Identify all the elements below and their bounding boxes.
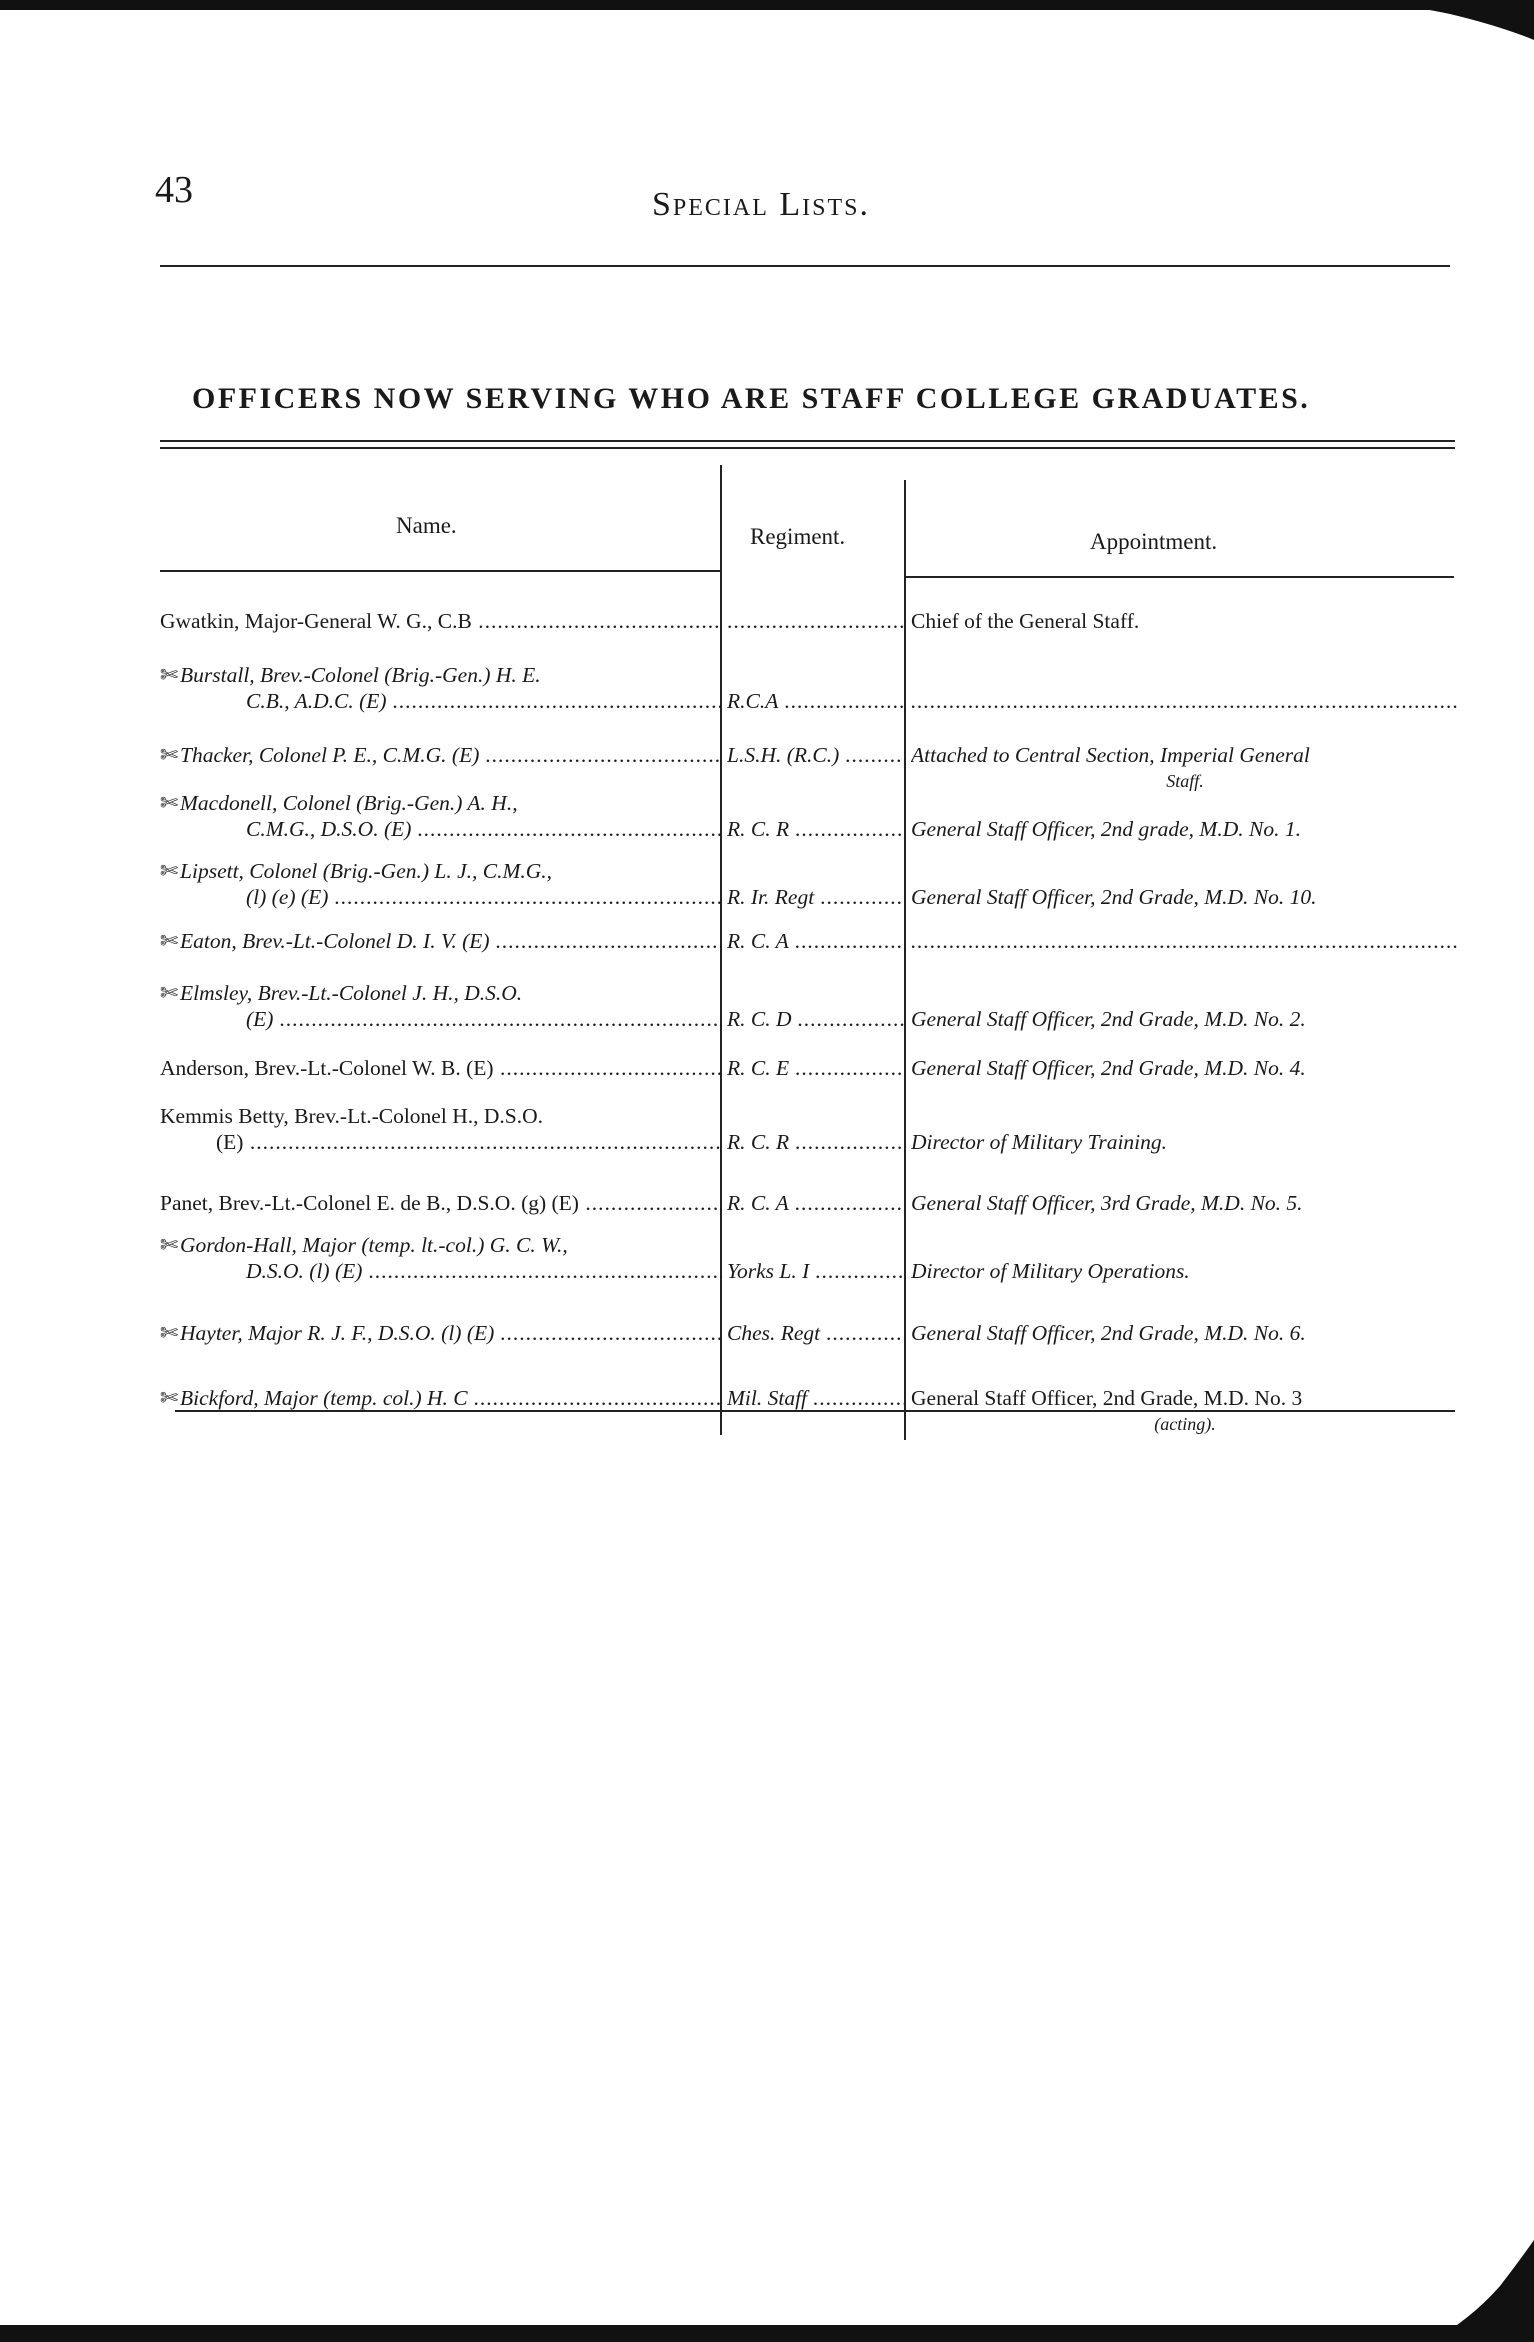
officer-name-line1: Panet, Brev.-Lt.-Colonel E. de B., D.S.O. (g) (E) (160, 1191, 579, 1215)
regiment-cell (727, 608, 904, 634)
appointment-line1: General Staff Officer, 2nd Grade, M.D. No. 10. (911, 885, 1317, 909)
regiment-cell: R. C. E ..... (727, 1055, 904, 1081)
appointment-cell (911, 1055, 1459, 1081)
officer-name-cell (160, 608, 722, 634)
table-bottom-rule (175, 1410, 1455, 1412)
scissors-icon: ✄ (160, 1386, 179, 1410)
officer-name-cell (160, 1320, 722, 1346)
column-header-regiment: Regiment. (750, 524, 846, 549)
column-divider-regiment-appointment (904, 480, 906, 1440)
scissors-icon: ✄ (160, 743, 179, 767)
officer-name-cell (160, 1232, 722, 1284)
officer-name-cell (160, 1385, 722, 1411)
scan-bottom-edge (0, 2325, 1534, 2342)
appointment-cell (911, 742, 1459, 794)
scissors-icon: ✄ (160, 791, 179, 815)
running-head: Special Lists. (652, 186, 871, 223)
appointment-line1: General Staff Officer, 2nd Grade, M.D. No. 2. (911, 1007, 1306, 1031)
officer-name-line1: Burstall, Brev.-Colonel (Brig.-Gen.) H. E. (180, 663, 541, 687)
scissors-icon: ✄ (160, 981, 179, 1005)
officer-name-line1: Lipsett, Colonel (Brig.-Gen.) L. J., C.M.G., (180, 859, 553, 883)
appointment-cell (911, 1320, 1459, 1346)
appointment-line2: Staff. (1166, 771, 1204, 791)
officer-name-line2: (E) ..... (160, 1129, 722, 1155)
regiment-cell: R. C. R ..... (727, 816, 904, 842)
officer-name-line1: Bickford, Major (temp. col.) H. C (180, 1386, 468, 1410)
officer-name-line1: Thacker, Colonel P. E., C.M.G. (E) (180, 743, 480, 767)
page-number: 43 (155, 169, 193, 211)
appointment-cell (911, 928, 1459, 954)
column-header-name: Name. (396, 513, 457, 538)
appointment-cell (911, 1190, 1459, 1216)
appointment-line1: Attached to Central Section, Imperial General (911, 743, 1310, 767)
officer-name-line1: Anderson, Brev.-Lt.-Colonel W. B. (E) (160, 1056, 494, 1080)
appointment-cell (911, 816, 1459, 842)
officer-name-cell (160, 1103, 722, 1155)
officer-name-cell (160, 928, 722, 954)
regiment-cell: L.S.H. (R.C.) ..... (727, 742, 904, 768)
officer-name-cell (160, 1055, 722, 1081)
appointment-line1: General Staff Officer, 2nd Grade, M.D. No. 3 (911, 1386, 1303, 1410)
appointment-line1: Director of Military Training. (911, 1130, 1168, 1154)
officer-name-line1: Hayter, Major R. J. F., D.S.O. (l) (E) (180, 1321, 495, 1345)
regiment-cell: Mil. Staff ..... (727, 1385, 904, 1411)
page-corner-bottom (1430, 2240, 1534, 2342)
appointment-line1: Director of Military Operations. (911, 1259, 1190, 1283)
regiment-cell: R. Ir. Regt ..... (727, 884, 904, 910)
officer-name-line2: D.S.O. (l) (E) ..... (160, 1258, 722, 1284)
regiment-cell: R. C. A ..... (727, 928, 904, 954)
header-rule-name (160, 570, 720, 572)
officer-name-line2: (E) ..... (160, 1006, 722, 1032)
scissors-icon: ✄ (160, 663, 179, 687)
appointment-cell (911, 608, 1459, 634)
appointment-cell (911, 1129, 1459, 1155)
officer-name-cell (160, 662, 722, 714)
officer-name-line2: (l) (e) (E) ..... (160, 884, 722, 910)
regiment-cell: R. C. A ..... (727, 1190, 904, 1216)
scissors-icon: ✄ (160, 859, 179, 883)
title-double-rule-top (160, 440, 1455, 442)
header-rule (160, 265, 1450, 267)
officer-name-line1: Eaton, Brev.-Lt.-Colonel D. I. V. (E) (180, 929, 490, 953)
appointment-cell (911, 1006, 1459, 1032)
officer-name-cell (160, 1190, 722, 1216)
appointment-line2: (acting). (1154, 1414, 1216, 1434)
regiment-cell: R.C.A ..... (727, 688, 904, 714)
regiment-cell: Ches. Regt ..... (727, 1320, 904, 1346)
officer-name-cell (160, 742, 722, 768)
appointment-cell (911, 884, 1459, 910)
table-title: OFFICERS NOW SERVING WHO ARE STAFF COLLEGE GRADUATES. (192, 382, 1311, 415)
regiment-cell: R. C. R ..... (727, 1129, 904, 1155)
appointment-line1: General Staff Officer, 2nd Grade, M.D. No. 4. (911, 1056, 1306, 1080)
officer-name-cell (160, 858, 722, 910)
officer-name-cell (160, 980, 722, 1032)
officer-name-line1: Kemmis Betty, Brev.-Lt.-Colonel H., D.S.O. (160, 1104, 543, 1128)
appointment-line1: Chief of the General Staff. (911, 609, 1140, 633)
officer-name-line2: C.B., A.D.C. (E) ..... (160, 688, 722, 714)
title-double-rule-bottom (160, 447, 1455, 449)
scissors-icon: ✄ (160, 1321, 179, 1345)
appointment-line1: General Staff Officer, 3rd Grade, M.D. No. 5. (911, 1191, 1303, 1215)
appointment-line1: General Staff Officer, 2nd grade, M.D. No. 1. (911, 817, 1301, 841)
officer-name-line1: Elmsley, Brev.-Lt.-Colonel J. H., D.S.O. (180, 981, 523, 1005)
officer-name-line1: Gwatkin, Major-General W. G., C.B (160, 609, 472, 633)
page-curl-top (1390, 0, 1534, 40)
officer-name-line2: C.M.G., D.S.O. (E) ..... (160, 816, 722, 842)
officer-name-cell (160, 790, 722, 842)
regiment-cell: R. C. D ..... (727, 1006, 904, 1032)
header-rule-appointment (906, 576, 1454, 578)
regiment-cell: Yorks L. I ..... (727, 1258, 904, 1284)
officer-name-line1: Macdonell, Colonel (Brig.-Gen.) A. H., (180, 791, 518, 815)
scissors-icon: ✄ (160, 1233, 179, 1257)
appointment-cell (911, 1258, 1459, 1284)
scissors-icon: ✄ (160, 929, 179, 953)
appointment-cell (911, 688, 1459, 714)
appointment-line1: General Staff Officer, 2nd Grade, M.D. No. 6. (911, 1321, 1306, 1345)
scan-top-edge (0, 0, 1534, 10)
column-header-appointment: Appointment. (1090, 529, 1218, 554)
officer-name-line1: Gordon-Hall, Major (temp. lt.-col.) G. C. W., (180, 1233, 568, 1257)
